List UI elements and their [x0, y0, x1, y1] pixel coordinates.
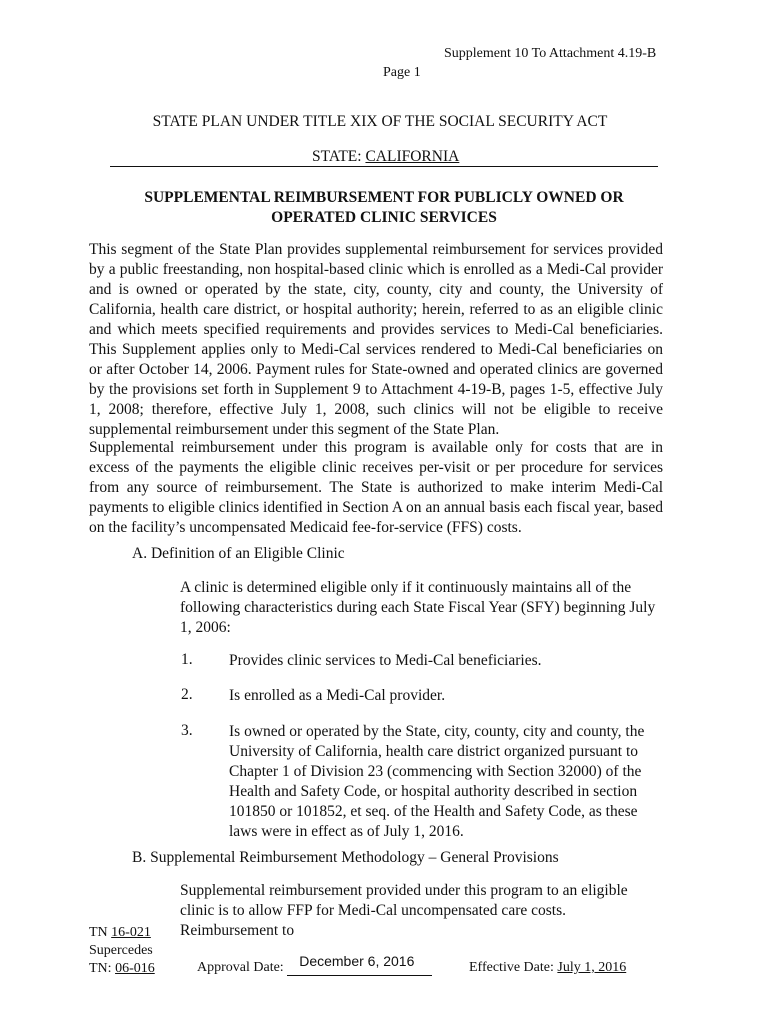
approval-date-field	[287, 953, 432, 976]
plan-title	[0, 113, 770, 131]
supersedes-label: Supercedes	[89, 943, 153, 958]
list-item-text: Provides clinic services to Medi-Cal beneficiaries.	[229, 652, 542, 669]
tn-label: TN	[89, 925, 112, 940]
list-item-number: 2.	[181, 686, 193, 703]
tn-value: 16-021	[111, 925, 151, 940]
section-b-heading: B. Supplemental Reimbursement Methodology – General Provisions	[132, 849, 559, 866]
list-item-text: Is owned or operated by the State, city, county, city and county, the University of California, health care district organized pursuant to Chapter 1 of Division 23 (commencing with Section 32000) of the Health and Safety Code, or hospital authority described in section 101850 or 101852, et seq. of the Health and Safety Code, as these laws were in effect as of July 1, 2016.	[229, 723, 645, 840]
supplement-header: Supplement 10 To Attachment 4.19-B	[444, 46, 657, 61]
tn-line	[89, 924, 151, 942]
approval-date-value: December 6, 2016	[299, 953, 415, 969]
section-a-heading: A. Definition of an Eligible Clinic	[132, 545, 345, 562]
list-item-text: Is enrolled as a Medi-Cal provider.	[229, 687, 446, 704]
state-line	[312, 148, 459, 166]
effective-date-line	[469, 960, 626, 976]
header-rule	[110, 166, 658, 167]
list-item-number: 3.	[181, 722, 193, 739]
state-value: CALIFORNIA	[365, 148, 460, 165]
prev-tn-label: TN:	[89, 961, 116, 976]
effective-date-value: July 1, 2016	[557, 960, 627, 975]
second-paragraph: Supplemental reimbursement under this program is available only for costs that are in excess of the payments the eligible clinic receives per-visit or per procedure for services from any source of reimbursement. The State is authorized to make interim Medi-Cal payments to eligible clinics identified in Section A on an annual basis each fiscal year, based on the facility’s uncompensated Medicaid fee-for-service (FFS) costs.	[89, 439, 663, 536]
section-b-text: Supplemental reimbursement provided under this program to an eligible clinic is to allow FFP for Medi-Cal uncompensated care costs. Reimbursement to	[180, 882, 628, 939]
prev-tn-line	[89, 960, 155, 978]
document-title-line-1: SUPPLEMENTAL REIMBURSEMENT FOR PUBLICLY OWNED OR	[144, 189, 624, 206]
list-item-number: 1.	[181, 651, 193, 668]
section-a-intro: A clinic is determined eligible only if it continuously maintains all of the following characteristics during each State Fiscal Year (SFY) beginning July 1, 2006:	[180, 579, 656, 636]
intro-paragraph: This segment of the State Plan provides supplemental reimbursement for services provided by a public freestanding, non hospital-based clinic which is enrolled as a Medi-Cal provider and is owned or operated by the state, city, county, city and county, the University of California, health care district, or hospital authority; herein, referred to as an eligible clinic and which meets specified requirements and provides services to Medi-Cal beneficiaries. This Supplement applies only to Medi-Cal services rendered to Medi-Cal beneficiaries on or after October 14, 2006. Payment rules for State-owned and operated clinics are governed by the provisions set forth in Supplement 9 to Attachment 4-19-B, pages 1-5, effective July 1, 2008; therefore, effective July 1, 2008, such clinics will not be eligible to receive supplemental reimbursement under this segment of the State Plan.	[89, 241, 663, 438]
page-number: Page 1	[383, 65, 421, 80]
approval-date-label: Approval Date:	[197, 960, 288, 975]
plan-title-text: STATE PLAN UNDER TITLE XIX OF THE SOCIAL SECURITY ACT	[152, 113, 608, 130]
effective-date-label: Effective Date:	[469, 960, 558, 975]
approval-date-line	[197, 953, 432, 976]
document-title-line-2: OPERATED CLINIC SERVICES	[271, 209, 497, 226]
prev-tn-value: 06-016	[115, 961, 155, 976]
document-title	[110, 188, 658, 228]
state-label: STATE:	[312, 148, 366, 165]
